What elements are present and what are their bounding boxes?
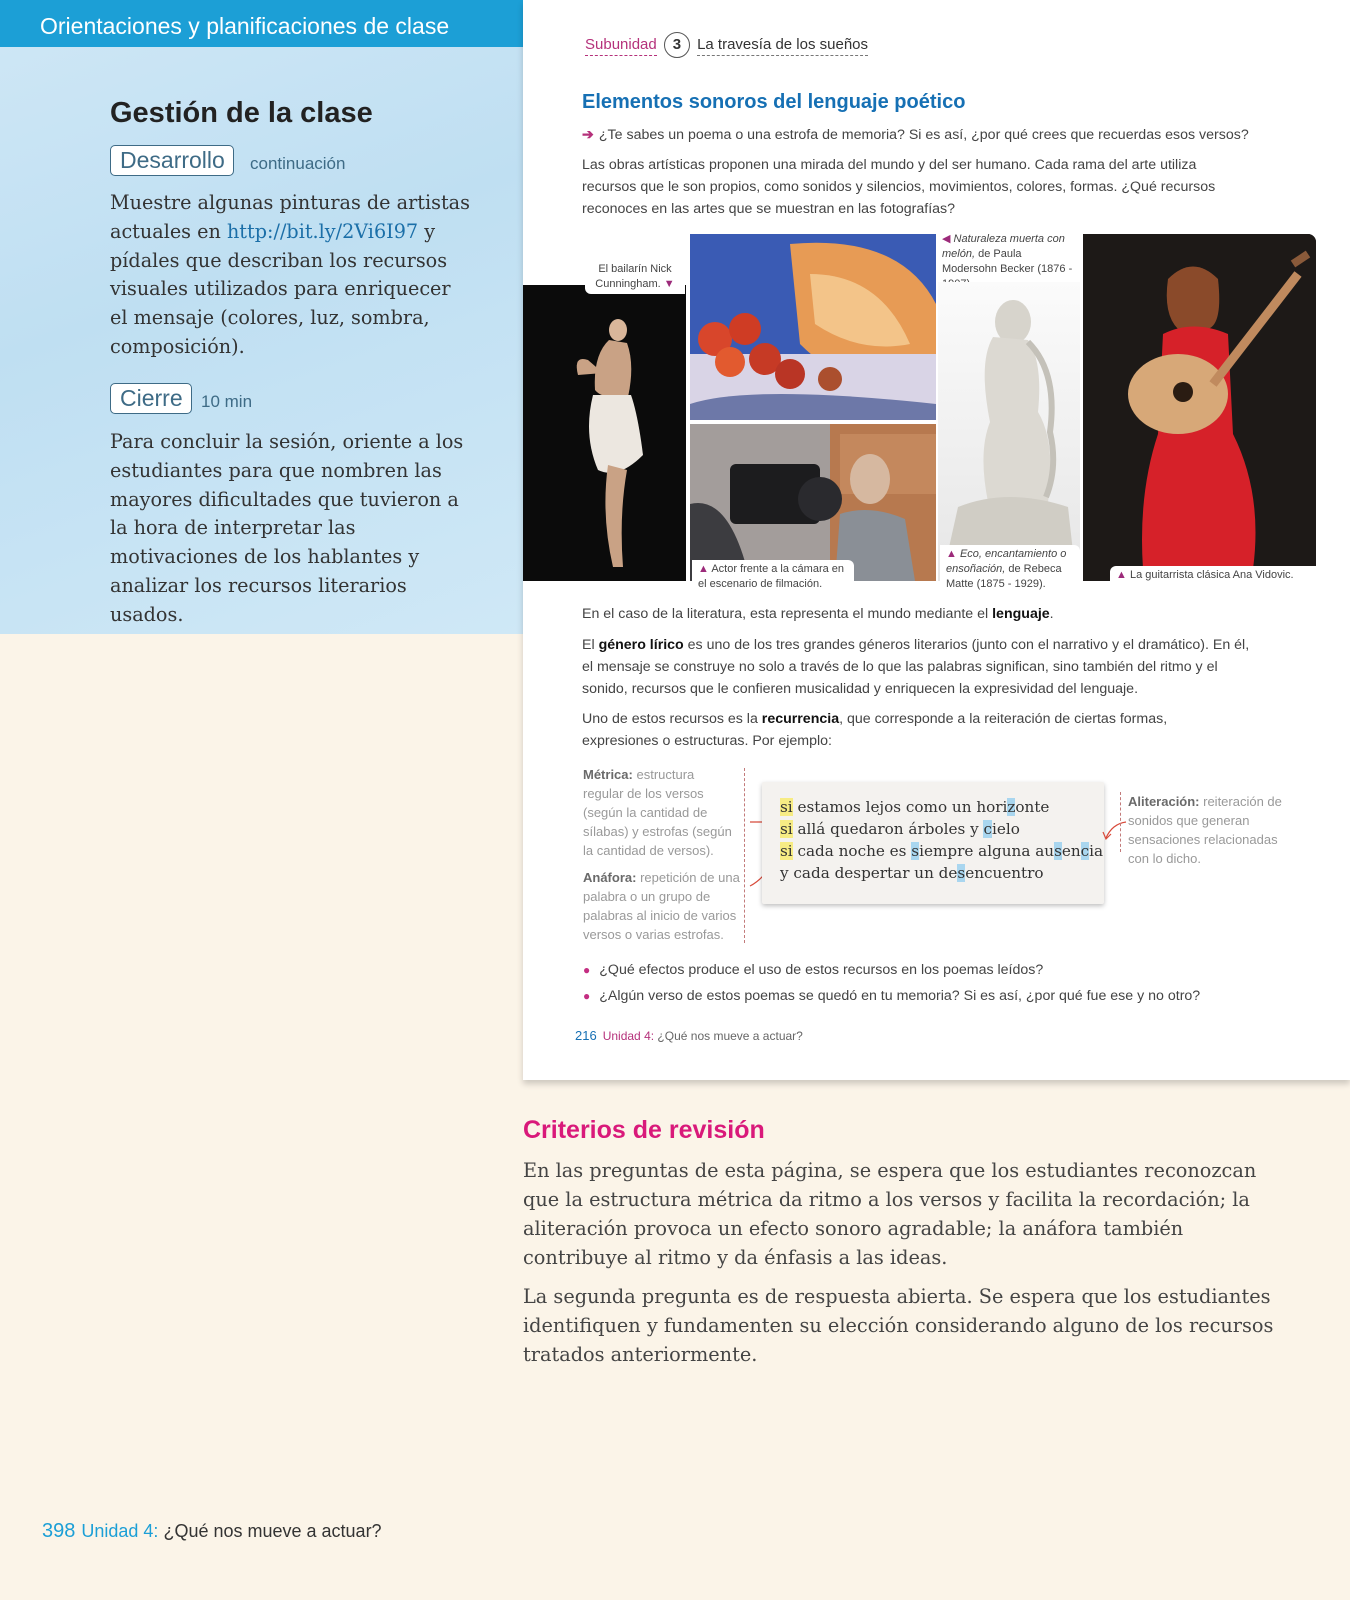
cierre-text: Para concluir la sesión, oriente a los estudiantes para que nombren las mayores dificultades que tuvieron a la hora de interpretar las motivaciones de los hablantes y analizar los recursos literarios usados. <box>110 430 464 626</box>
guide-title: Gestión de la clase <box>110 97 373 129</box>
poem-line-4: y cada despertar un desencuentro <box>780 864 1044 882</box>
desarrollo-note: continuación <box>250 154 346 173</box>
caption-arrow-icon: ◀ <box>942 233 951 245</box>
desarrollo-text: Muestre algunas pinturas de artistas actuales en http://bit.ly/2Vi6I97 y pídales que describan los recursos visuales utilizados para enriquecer el mensaje (colores, luz, sombra, composición). <box>110 191 470 358</box>
poem-line-2: si allá quedaron árboles y cielo <box>780 820 1020 838</box>
cierre-tag: Cierre <box>110 383 192 414</box>
divider-right <box>1120 792 1121 852</box>
dancer-photo <box>523 285 686 581</box>
criteria-title: Criterios de revisión <box>523 1116 765 1144</box>
page-number: 398 <box>42 1520 76 1542</box>
painting-photo <box>690 234 936 420</box>
subunit-label: Subunidad <box>585 36 657 56</box>
poem-line-1: si estamos lejos como un horizonte <box>780 798 1050 816</box>
actor-photo <box>690 424 936 581</box>
caption-arrow-icon: ▼ <box>663 278 675 290</box>
page-footer: 398 Unidad 4: ¿Qué nos mueve a actuar? <box>42 1520 382 1542</box>
sculpture-photo <box>938 282 1080 581</box>
intro-paragraph: Las obras artísticas proponen una mirada del mundo y del ser humano. Cada rama del arte utiliza recursos que le son propios, como sonidos y silencios, movimientos, colores, formas. ¿Qué recursos reconoces en las artes que se muestran en las fotografías? <box>582 157 1216 217</box>
criteria-paragraph-1: En las preguntas de esta página, se espera que los estudiantes reconozcan que la estructura métrica da ritmo a los versos y facilita la recordación; la aliteración provoca un efecto sonoro agradable; la anáfora también contribuye al ritmo y da énfasis a las ideas. <box>523 1159 1257 1269</box>
section-title: Elementos sonoros del lenguaje poético <box>582 91 966 113</box>
literature-paragraph: En el caso de la literatura, esta representa el mundo mediante el lenguaje. <box>582 606 1054 622</box>
header-band <box>0 0 523 47</box>
poem-card <box>762 782 1104 904</box>
metrica-note: Métrica: estructura regular de los versos (según la cantidad de sílabas) y estrofas (según la cantidad de versos). <box>583 767 732 858</box>
dancer-caption: El bailarín Nick Cunningham. ▼ <box>585 260 685 294</box>
aliteracion-arrow <box>1100 818 1130 848</box>
bullet-icon: ● <box>583 989 591 1003</box>
guiding-question: ➔ ¿Te sabes un poema o una estrofa de memoria? Si es así, ¿por qué crees que recuerdas esos versos? <box>582 127 1249 143</box>
desarrollo-link[interactable]: http://bit.ly/2Vi6I97 <box>226 219 419 243</box>
painting-caption: ◀ Naturaleza muerta con melón, de Paula Modersohn Becker (1876 - <box>940 232 1080 292</box>
guitarist-photo <box>1083 234 1316 581</box>
sculpture-caption: ▲ Eco, encantamiento o ensoñación, de Rebeca Matte (1875 - 1929). <box>940 545 1080 594</box>
bullet-icon: ● <box>583 963 591 977</box>
header-band-title: Orientaciones y planificaciones de clase <box>40 13 450 39</box>
recurrence-paragraph: Uno de estos recursos es la recurrencia, que corresponde a la reiteración de ciertas formas, expresiones o estructuras. Por ejemplo: <box>582 711 1168 749</box>
book-page-footer: 216 Unidad 4: ¿Qué nos mueve a actuar? <box>575 1028 803 1043</box>
subunit-title: La travesía de los sueños <box>697 36 868 56</box>
actor-caption: ▲ Actor frente a la cámara en el escenario de filmación. <box>692 560 854 594</box>
subunit-number: 3 <box>664 32 690 58</box>
aliteracion-note: Aliteración: reiteración de sonidos que generan sensaciones relacionadas con lo dicho. <box>1128 794 1282 866</box>
guitarist-caption: ▲ La guitarrista clásica Ana Vidovic. <box>1110 566 1316 585</box>
desarrollo-tag: Desarrollo <box>110 145 234 176</box>
cierre-note: 10 min <box>201 392 253 411</box>
lyric-genre-paragraph: El género lírico es uno de los tres grandes géneros literarios (junto con el narrativo y el dramático). En él, el mensaje se construye no solo a través de lo que las palabras significan, sino también del ritmo y el sonido, recursos que le confieren musicalidad y enriquecen la expresividad del lenguaje. <box>582 637 1250 697</box>
subunit-header <box>585 32 868 58</box>
bullet-question-2: ● ¿Algún verso de estos poemas se quedó en tu memoria? Si es así, ¿por qué fue ese y no otro? <box>583 988 1201 1004</box>
criteria-paragraph-2: La segunda pregunta es de respuesta abierta. Se espera que los estudiantes identifiquen y fundamenten su elección considerando alguno de los recursos tratados anteriormente. <box>523 1285 1274 1366</box>
poem-line-3: si cada noche es siempre alguna ausencia <box>780 842 1104 860</box>
caption-arrow-icon: ▲ <box>698 563 709 575</box>
caption-arrow-icon: ▲ <box>946 548 957 560</box>
bullet-question-1: ● ¿Qué efectos produce el uso de estos recursos en los poemas leídos? <box>583 962 1044 978</box>
arrow-icon: ➔ <box>582 127 594 143</box>
caption-arrow-icon: ▲ <box>1116 569 1127 581</box>
anafora-note: Anáfora: repetición de una palabra o un grupo de palabras al inicio de varios versos o varias estrofas. <box>583 870 740 942</box>
